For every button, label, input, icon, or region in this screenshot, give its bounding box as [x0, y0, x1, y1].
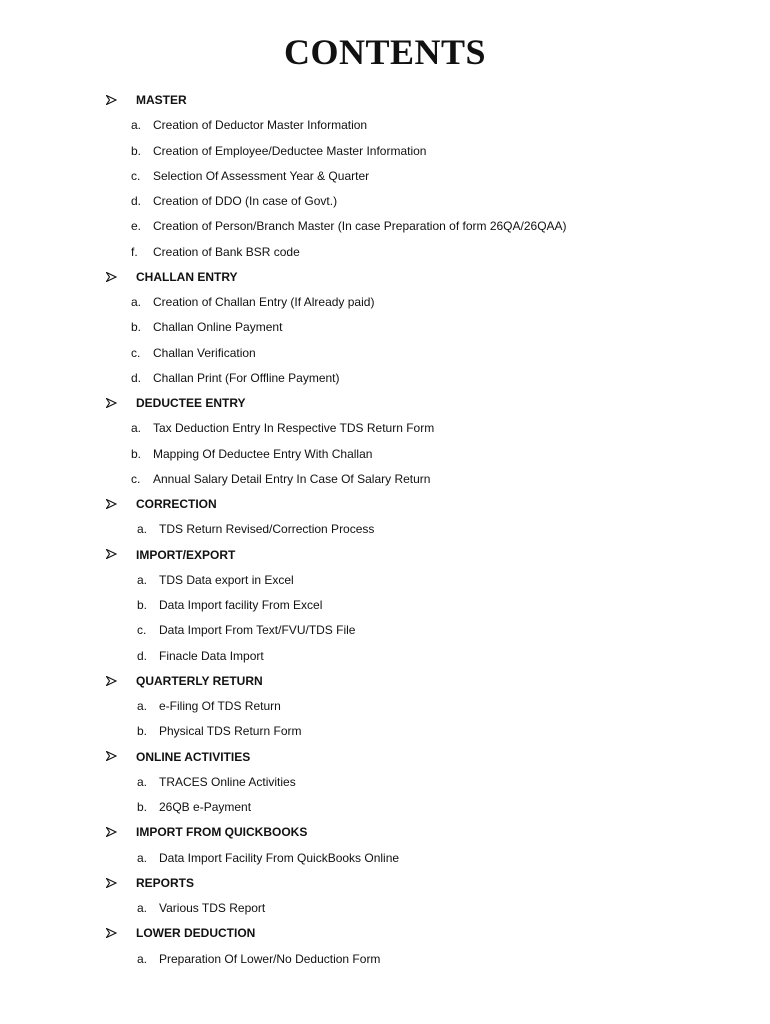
list-item	[0, 770, 770, 795]
list-item	[0, 467, 770, 492]
item-text: Data Import From Text/FVU/TDS File	[159, 623, 356, 638]
item-letter: b.	[131, 143, 142, 158]
item-text: Creation of Deductor Master Information	[153, 118, 368, 133]
item-text: Finacle Data Import	[159, 648, 264, 663]
item-letter: d.	[137, 648, 148, 663]
list-item	[0, 593, 770, 618]
section-label: MASTER	[136, 93, 187, 107]
section-heading	[0, 265, 770, 290]
arrow-bullet-icon	[106, 871, 122, 896]
arrow-bullet-icon	[106, 820, 122, 845]
item-letter: e.	[131, 219, 142, 234]
list-item	[0, 366, 770, 391]
item-text: 26QB e-Payment	[159, 800, 252, 814]
list-item	[0, 290, 770, 315]
section-label: LOWER DEDUCTION	[136, 926, 256, 941]
item-letter: b.	[137, 598, 148, 612]
page-title: CONTENTS	[283, 32, 487, 72]
item-letter: f.	[131, 244, 138, 259]
item-text: TDS Return Revised/Correction Process	[159, 522, 375, 537]
item-letter: a.	[131, 295, 142, 309]
list-item	[0, 694, 770, 719]
item-text: Data Import Facility From QuickBooks Online	[159, 850, 400, 865]
arrow-bullet-icon	[106, 88, 122, 113]
item-letter: b.	[137, 800, 148, 814]
list-item	[0, 795, 770, 820]
section-label: IMPORT FROM QUICKBOOKS	[136, 825, 308, 840]
item-text: Creation of Employee/Deductee Master Information	[153, 143, 427, 158]
item-text: Physical TDS Return Form	[159, 724, 302, 739]
section-label: CHALLAN ENTRY	[136, 269, 238, 284]
item-text: Creation of Person/Branch Master (In case Preparation of form 26QA/26QAA)	[153, 219, 567, 234]
arrow-bullet-icon	[106, 543, 122, 568]
item-text: Creation of DDO (In case of Govt.)	[153, 194, 338, 208]
item-letter: a.	[137, 699, 148, 713]
item-text: TDS Data export in Excel	[159, 572, 294, 587]
list-item	[0, 644, 770, 669]
list-item	[0, 618, 770, 643]
list-item	[0, 416, 770, 441]
item-text: Data Import facility From Excel	[159, 598, 323, 612]
arrow-bullet-icon	[106, 745, 122, 770]
list-item	[0, 517, 770, 542]
section-label: CORRECTION	[136, 497, 217, 511]
list-item	[0, 896, 770, 921]
list-item	[0, 315, 770, 340]
item-text: e-Filing Of TDS Return	[159, 699, 281, 713]
item-letter: a.	[131, 421, 142, 436]
section-heading	[0, 871, 770, 896]
section-heading	[0, 745, 770, 770]
item-letter: c.	[131, 345, 141, 360]
item-letter: b.	[131, 446, 142, 461]
section-label: IMPORT/EXPORT	[136, 547, 236, 562]
list-item	[0, 164, 770, 189]
list-item	[0, 846, 770, 871]
item-text: Mapping Of Deductee Entry With Challan	[153, 446, 373, 461]
item-text: Challan Online Payment	[153, 320, 283, 335]
section-heading	[0, 820, 770, 845]
item-letter: a.	[137, 522, 148, 537]
item-letter: c.	[131, 168, 141, 183]
list-item	[0, 341, 770, 366]
item-text: TRACES Online Activities	[159, 774, 296, 789]
arrow-bullet-icon	[106, 669, 122, 694]
section-heading	[0, 921, 770, 946]
item-letter: a.	[137, 774, 148, 789]
item-text: Creation of Bank BSR code	[153, 244, 300, 259]
item-letter: b.	[131, 320, 142, 335]
list-item	[0, 442, 770, 467]
item-letter: a.	[131, 118, 142, 133]
list-item	[0, 719, 770, 744]
section-label: DEDUCTEE ENTRY	[136, 396, 246, 410]
list-item	[0, 947, 770, 972]
item-text: Creation of Challan Entry (If Already paid)	[153, 295, 375, 309]
item-letter: d.	[131, 194, 142, 208]
arrow-bullet-icon	[106, 492, 122, 517]
list-item	[0, 189, 770, 214]
item-text: Challan Print (For Offline Payment)	[153, 370, 340, 385]
section-heading	[0, 492, 770, 517]
list-item	[0, 240, 770, 265]
item-text: Preparation Of Lower/No Deduction Form	[159, 951, 381, 966]
item-text: Tax Deduction Entry In Respective TDS Return Form	[153, 421, 435, 436]
list-item	[0, 214, 770, 239]
arrow-bullet-icon	[106, 265, 122, 290]
section-label: QUARTERLY RETURN	[136, 673, 263, 688]
section-heading	[0, 543, 770, 568]
item-text: Selection Of Assessment Year & Quarter	[153, 168, 370, 183]
list-item	[0, 568, 770, 593]
item-text: Various TDS Report	[159, 901, 266, 915]
item-letter: a.	[137, 951, 148, 966]
section-label: REPORTS	[136, 875, 195, 890]
section-heading	[0, 669, 770, 694]
section-label: ONLINE ACTIVITIES	[136, 749, 251, 764]
contents-list	[0, 88, 770, 972]
list-item	[0, 113, 770, 138]
item-letter: b.	[137, 724, 148, 739]
item-text: Annual Salary Detail Entry In Case Of Salary Return	[153, 471, 431, 486]
item-letter: c.	[131, 471, 141, 486]
section-heading	[0, 391, 770, 416]
section-heading	[0, 88, 770, 113]
item-letter: c.	[137, 623, 147, 638]
item-text: Challan Verification	[153, 345, 256, 360]
list-item	[0, 139, 770, 164]
item-letter: a.	[137, 572, 148, 587]
arrow-bullet-icon	[106, 391, 122, 416]
item-letter: a.	[137, 901, 148, 915]
arrow-bullet-icon	[106, 921, 122, 946]
item-letter: a.	[137, 850, 148, 865]
item-letter: d.	[131, 370, 142, 385]
